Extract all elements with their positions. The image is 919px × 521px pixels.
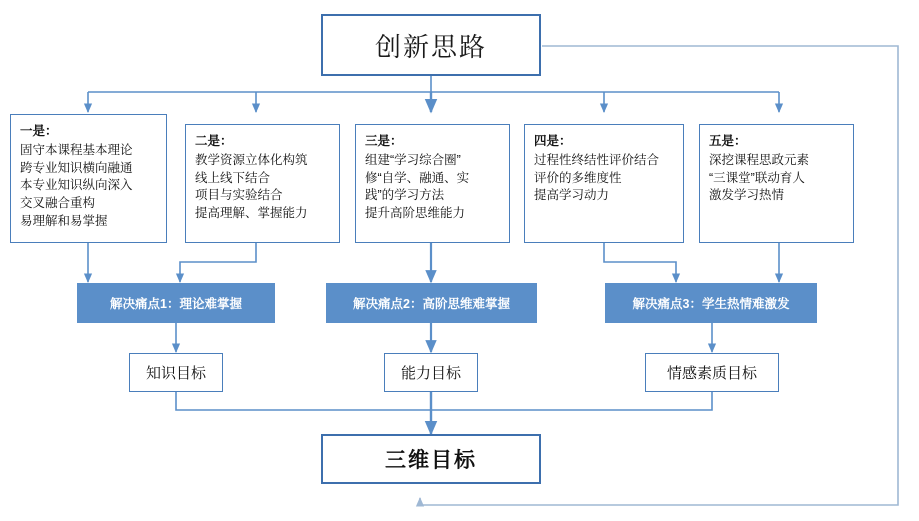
pain-point-1-label: 解决痛点1：理论难掌握 <box>110 297 242 311</box>
goal-box-3 <box>645 353 779 392</box>
item-1-line-2: 跨专业知识横向融通 <box>20 160 133 175</box>
pain-point-2 <box>326 283 537 323</box>
pain-point-2-label: 解决痛点2：高阶思维难掌握 <box>353 297 510 311</box>
item-box-3 <box>355 124 510 243</box>
item-1-line-3: 本专业知识纵向深入 <box>20 178 133 193</box>
item-5-head: 五是： <box>709 134 747 148</box>
item-1-line-5: 易理解和易掌握 <box>20 213 108 228</box>
item-box-4 <box>524 124 684 243</box>
item-4-line-1: 过程性终结性评价结合 <box>534 152 660 167</box>
item-2-line-2: 线上线下结合 <box>195 170 271 185</box>
final-label: 三维目标 <box>385 449 477 472</box>
pain-point-3-label: 解决痛点3：学生热情难激发 <box>632 297 790 311</box>
item-2-head: 二是： <box>195 134 233 148</box>
title-label: 创新思路 <box>374 31 487 62</box>
item-2-line-4: 提高理解、掌握能力 <box>195 206 308 220</box>
pain-point-1 <box>77 283 275 323</box>
item-4-head: 四是： <box>534 134 572 148</box>
item-3-head: 三是： <box>365 134 403 148</box>
title-box <box>321 14 541 76</box>
goal-1-label: 知识目标 <box>145 365 206 382</box>
item-box-2 <box>185 124 340 243</box>
goal-2-label: 能力目标 <box>400 365 461 382</box>
item-2-line-1: 教学资源立体化构筑 <box>195 152 308 167</box>
final-box <box>321 434 541 484</box>
item-5-line-3: 激发学习热情 <box>709 188 785 203</box>
item-3-line-1: 组建“学习综合圈” <box>365 152 461 167</box>
item-1-line-4: 交叉融合重构 <box>20 196 96 210</box>
item-1-line-1: 固守本课程基本理论 <box>20 142 133 157</box>
item-3-line-3: 践”的学习方法 <box>365 188 445 203</box>
item-5-line-1: 深挖课程思政元素 <box>709 152 810 167</box>
pain-point-3 <box>605 283 817 323</box>
item-4-line-2: 评价的多维度性 <box>534 170 622 185</box>
item-box-5 <box>699 124 854 243</box>
item-1-head: 一是： <box>20 124 58 138</box>
item-2-line-3: 项目与实验结合 <box>195 188 283 203</box>
goal-box-2 <box>384 353 478 392</box>
item-5-line-2: “三课堂”联动育人 <box>709 170 805 185</box>
item-3-line-4: 提升高阶思维能力 <box>365 206 466 220</box>
item-3-line-2: 修“自学、融通、实 <box>365 170 470 185</box>
goal-box-1 <box>129 353 223 392</box>
item-box-1 <box>10 114 167 243</box>
item-4-line-3: 提高学习动力 <box>534 188 610 203</box>
goal-3-label: 情感素质目标 <box>666 365 757 382</box>
